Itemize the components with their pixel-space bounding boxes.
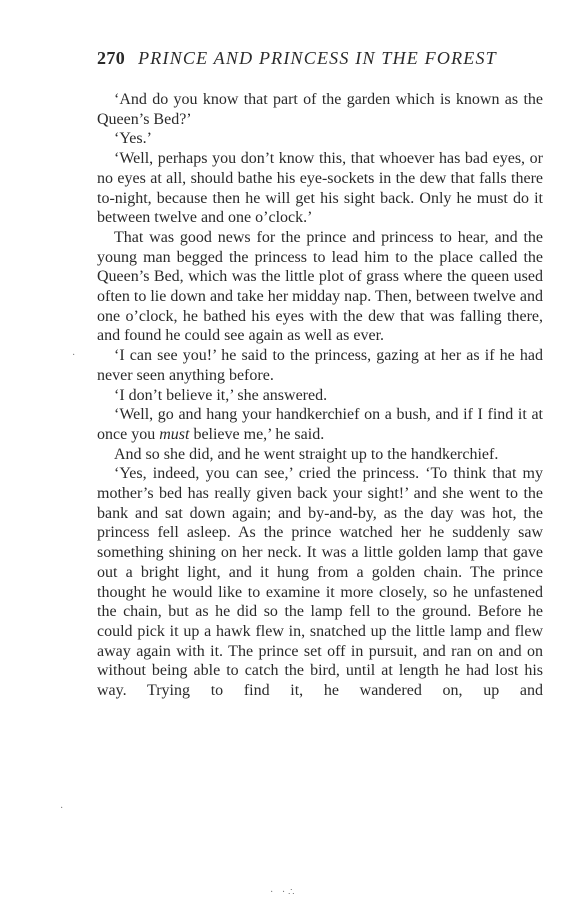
paragraph: ‘And do you know that part of the garden which is known as the Queen’s Bed?’ bbox=[97, 91, 543, 128]
scan-speck: · bbox=[72, 350, 76, 361]
paragraph: ‘I don’t believe it,’ she answered. bbox=[114, 386, 328, 404]
paragraph: ‘Well, perhaps you don’t know this, that whoever has bad eyes, or no eyes at all, should bathe his eye-sockets in the dew that falls there to-night, because then he will get his sight back. Only he must do it between twelve and one o’clock.’ bbox=[97, 150, 543, 227]
paragraph: That was good news for the prince and princess to hear, and the young man begged the princess to lead him to the place called the Queen’s Bed, which was the little plot of grass where the queen used often to lie down and take her midday nap. Then, between twelve and one o’clock, he bathed his eyes with the dew that was falling there, and found he could see again as well as ever. bbox=[97, 228, 543, 345]
paragraph-text: believe me,’ he said. bbox=[189, 425, 325, 443]
paragraph bbox=[97, 405, 543, 444]
body-text bbox=[97, 90, 543, 701]
paragraph-text: ‘Well, go and hang your handkerchief on a bush, and if I find it at once you bbox=[97, 406, 543, 443]
scan-speck: · ·∴ bbox=[270, 887, 298, 898]
paragraph: And so she did, and he went straight up to the handkerchief. bbox=[114, 445, 499, 463]
paragraph: ‘Yes, indeed, you can see,’ cried the princess. ‘To think that my mother’s bed has really given back your sight!’ and she went to the bank and sat down again; and by-and-by, as the day was hot, the princess fell asleep. As the prince watched her he suddenly saw something shining on her neck. It was a little golden lamp that gave out a bright light, and it hung from a golden chain. The prince thought he would like to examine it more closely, so he unfastened the chain, but as he did so the lamp fell to the ground. Before he could pick it up a hawk flew in, snatched up the little lamp and flew away again with it. The prince set off in pursuit, and ran on and on without being able to catch the bird, until at length he had lost his way. Trying to find it, he wandered on, up and bbox=[97, 465, 543, 700]
running-title: PRINCE AND PRINCESS IN THE FOREST bbox=[138, 48, 497, 68]
emphasized-word: must bbox=[159, 425, 190, 443]
paragraph: ‘I can see you!’ he said to the princess, gazing at her as if he had never seen anything before. bbox=[97, 347, 543, 384]
running-header bbox=[97, 48, 552, 69]
paragraph: ‘Yes.’ bbox=[114, 130, 152, 148]
scan-speck: · bbox=[60, 803, 64, 814]
page-number: 270 bbox=[97, 48, 126, 68]
